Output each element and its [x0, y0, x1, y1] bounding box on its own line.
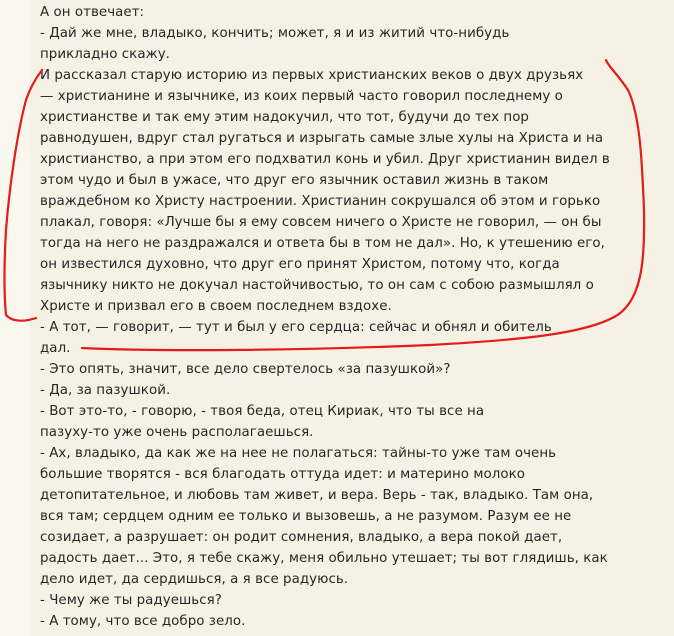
text-line: этом чудо и был в ужасе, что друг его язычник оставил жизнь в таком	[40, 173, 549, 188]
text-line: дело идет, да сердишься, а я все радуюсь.	[40, 572, 349, 587]
text-line: равнодушен, вдруг стал ругаться и изрыгать самые злые хулы на Христа и на	[40, 131, 604, 146]
text-line: тогда на него не раздражался и ответа бы в том не дал». Но, к утешению его,	[40, 236, 605, 251]
text-line: враждебном ко Христу настроении. Христианин сокрушался об этом и горько	[40, 194, 601, 209]
text-line: созидает, а разрушает: он родит сомнения, владыко, а вера покой дает,	[40, 530, 563, 545]
text-line: большие творятся - вся благодать оттуда идет: и материно молоко	[40, 467, 525, 482]
text-line: христианстве и так ему этим надокучил, что тот, будучи до тех пор	[40, 110, 529, 125]
text-line: И рассказал старую историю из первых христианских веков о двух друзьях	[40, 68, 584, 83]
text-line: он известился духовно, что друг его принят Христом, потому что, когда	[40, 257, 560, 272]
text-line: - Чему же ты радуешься?	[40, 593, 222, 608]
text-line: прикладно скажу.	[40, 47, 170, 62]
text-line: пазуху-то уже очень располагаешься.	[40, 425, 314, 440]
text-line: - Дай же мне, владыко, кончить; может, я и из житий что-нибудь	[40, 26, 510, 41]
text-block	[40, 2, 670, 632]
text-line: язычнику никто не докучал настойчивостью, то он сам с собою размышлял о	[40, 278, 594, 293]
text-line: - А тот, — говорит, — тут и был у его сердца: сейчас и обнял и обитель	[40, 320, 552, 335]
text-line: - Ах, владыко, да как же на нее не полагаться: тайны-то уже там очень	[40, 446, 557, 461]
text-line: - А тому, что все добро зело.	[40, 614, 246, 629]
text-line: вся там; сердцем одним ее только и вызовешь, а не разумом. Разум ее не	[40, 509, 572, 524]
text-line: дал.	[40, 341, 71, 356]
text-line: — христианине и язычнике, из коих первый часто говорил последнему о	[40, 89, 563, 104]
text-line: А он отвечает:	[40, 5, 145, 20]
text-line: - Да, за пазушкой.	[40, 383, 171, 398]
text-line: Христе и призвал его в своем последнем вздохе.	[40, 299, 392, 314]
text-line: - Вот это-то, - говорю, - твоя беда, отец Кириак, что ты все на	[40, 404, 485, 419]
text-line: христианство, а при этом его подхватил конь и убил. Друг христианин видел в	[40, 152, 610, 167]
left-margin	[0, 0, 30, 636]
text-line: детопитательное, и любовь там живет, и вера. Верь - так, владыко. Там она,	[40, 488, 594, 503]
text-line: радость дает... Это, я тебе скажу, меня обильно утешает; ты вот глядишь, как	[40, 551, 608, 566]
text-line: - Это опять, значит, все дело свертелось «за пазушкой»?	[40, 362, 451, 377]
text-line: плакал, говоря: «Лучше бы я ему совсем ничего о Христе не говорил, — он бы	[40, 215, 602, 230]
